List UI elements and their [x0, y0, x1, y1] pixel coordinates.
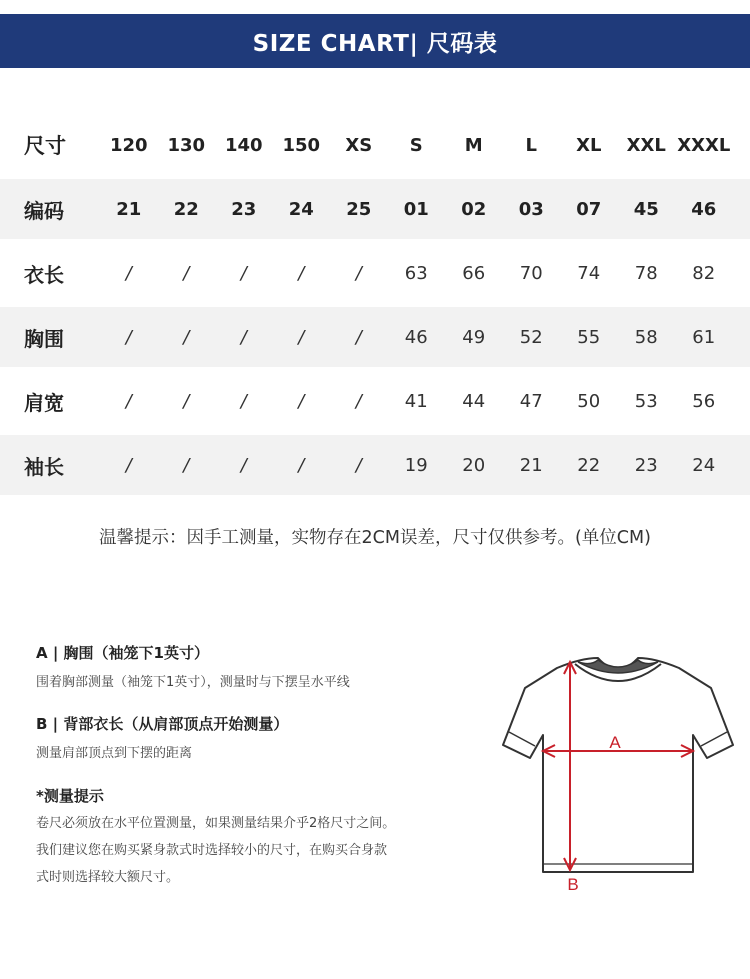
chest-cell: /	[240, 326, 247, 348]
chest-cell: 58	[634, 326, 658, 348]
code-cell: 23	[231, 198, 257, 220]
size-cell: 140	[224, 134, 263, 156]
label-a: A	[609, 733, 621, 752]
sleeve-cell: 21	[519, 454, 543, 476]
guide-chest-desc: 围着胸部测量（袖笼下1英寸），测量时与下摆呈水平线	[36, 675, 350, 690]
shoulder-cell: /	[355, 390, 362, 412]
sleeve-cell: /	[298, 454, 305, 476]
size-cell: 150	[282, 134, 321, 156]
shoulder-row	[0, 371, 750, 431]
shoulder-cell: /	[240, 390, 247, 412]
chest-cell: /	[298, 326, 305, 348]
chest-cell: 61	[692, 326, 716, 348]
size-row	[0, 115, 750, 175]
code-row-label: 编码	[24, 198, 64, 223]
guide-tips-title: *测量提示	[36, 787, 104, 805]
chest-cell: 52	[519, 326, 543, 348]
code-cell: 46	[691, 198, 717, 220]
code-cell: 03	[518, 198, 544, 220]
sleeve-cell: 19	[404, 454, 428, 476]
guide-length-title: B | 背部衣长（从肩部顶点开始测量）	[36, 715, 289, 733]
code-cell: 21	[116, 198, 142, 220]
sleeve-cell: /	[125, 454, 132, 476]
shoulder-cell: /	[183, 390, 190, 412]
chest-cell: /	[355, 326, 362, 348]
guide-tip-line: 式时则选择较大额尺寸。	[36, 870, 180, 885]
code-cell: 45	[633, 198, 659, 220]
size-cell: XXL	[626, 134, 666, 156]
size-cell: XS	[345, 134, 373, 156]
size-row-label: 尺寸	[24, 134, 66, 158]
guide-tips	[36, 785, 476, 891]
shoulder-cell: 53	[634, 390, 658, 412]
length-cell: 70	[519, 262, 543, 284]
shoulder-cell: /	[125, 390, 132, 412]
length-cell: /	[355, 262, 362, 284]
banner-title: SIZE CHART| 尺码表	[252, 30, 498, 57]
length-cell: /	[125, 262, 132, 284]
sleeve-cell: 22	[577, 454, 601, 476]
size-cell: 120	[109, 134, 148, 156]
length-cell: /	[240, 262, 247, 284]
guide-tip-line: 卷尺必须放在水平位置测量，如果测量结果介乎2格尺寸之间。	[36, 816, 396, 831]
size-cell: S	[409, 134, 423, 156]
guide-length-desc: 测量肩部顶点到下摆的距离	[36, 746, 193, 761]
shoulder-cell: 44	[462, 390, 486, 412]
guide-length	[36, 713, 476, 761]
sleeve-cell: 24	[692, 454, 716, 476]
size-cell: 130	[167, 134, 206, 156]
tshirt-outline	[503, 658, 733, 872]
length-cell: 66	[462, 262, 486, 284]
size-cell: M	[464, 134, 483, 156]
code-cell: 22	[173, 198, 199, 220]
shoulder-row-label: 肩宽	[24, 390, 64, 415]
length-row	[0, 243, 750, 303]
code-cell: 01	[403, 198, 429, 220]
sleeve-cell: /	[240, 454, 247, 476]
size-chart-banner	[0, 14, 750, 68]
guide-tip-line: 我们建议您在购买紧身款式时选择较小的尺寸，在购买合身款	[36, 843, 388, 858]
length-cell: 74	[577, 262, 601, 284]
shoulder-cell: 47	[519, 390, 543, 412]
sleeve-cell: /	[183, 454, 190, 476]
size-cell: XL	[576, 134, 602, 156]
shoulder-cell: 41	[404, 390, 428, 412]
length-cell: /	[183, 262, 190, 284]
code-cell: 25	[346, 198, 372, 220]
length-cell: 82	[692, 262, 716, 284]
chest-cell: 46	[404, 326, 428, 348]
chest-cell: /	[125, 326, 132, 348]
chest-cell: /	[183, 326, 190, 348]
code-cell: 24	[288, 198, 314, 220]
sleeve-cell: 23	[634, 454, 658, 476]
shoulder-cell: 56	[692, 390, 716, 412]
chest-cell: 49	[462, 326, 486, 348]
sleeve-row-label: 袖长	[24, 454, 64, 479]
shoulder-cell: /	[298, 390, 305, 412]
size-cell: L	[525, 134, 537, 156]
shoulder-cell: 50	[577, 390, 601, 412]
length-cell: 78	[634, 262, 658, 284]
sleeve-cell: /	[355, 454, 362, 476]
guide-tips-body	[36, 810, 476, 891]
sleeve-row	[0, 435, 750, 495]
code-cell: 07	[576, 198, 602, 220]
length-cell: 63	[404, 262, 428, 284]
chest-cell: 55	[577, 326, 601, 348]
length-cell: /	[298, 262, 305, 284]
size-table	[0, 115, 750, 495]
tshirt-diagram	[495, 650, 740, 900]
guide-chest	[36, 642, 476, 690]
code-row	[0, 179, 750, 239]
sleeve-cell: 20	[462, 454, 486, 476]
guide-chest-title: A | 胸围（袖笼下1英寸）	[36, 644, 209, 662]
label-b: B	[567, 875, 579, 894]
size-cell: XXXL	[677, 134, 731, 156]
measurement-note: 温馨提示：因手工测量，实物存在2CM误差，尺寸仅供参考。(单位CM)	[99, 528, 651, 548]
code-cell: 02	[461, 198, 487, 220]
chest-row	[0, 307, 750, 367]
length-row-label: 衣长	[24, 262, 64, 287]
chest-row-label: 胸围	[24, 326, 64, 351]
